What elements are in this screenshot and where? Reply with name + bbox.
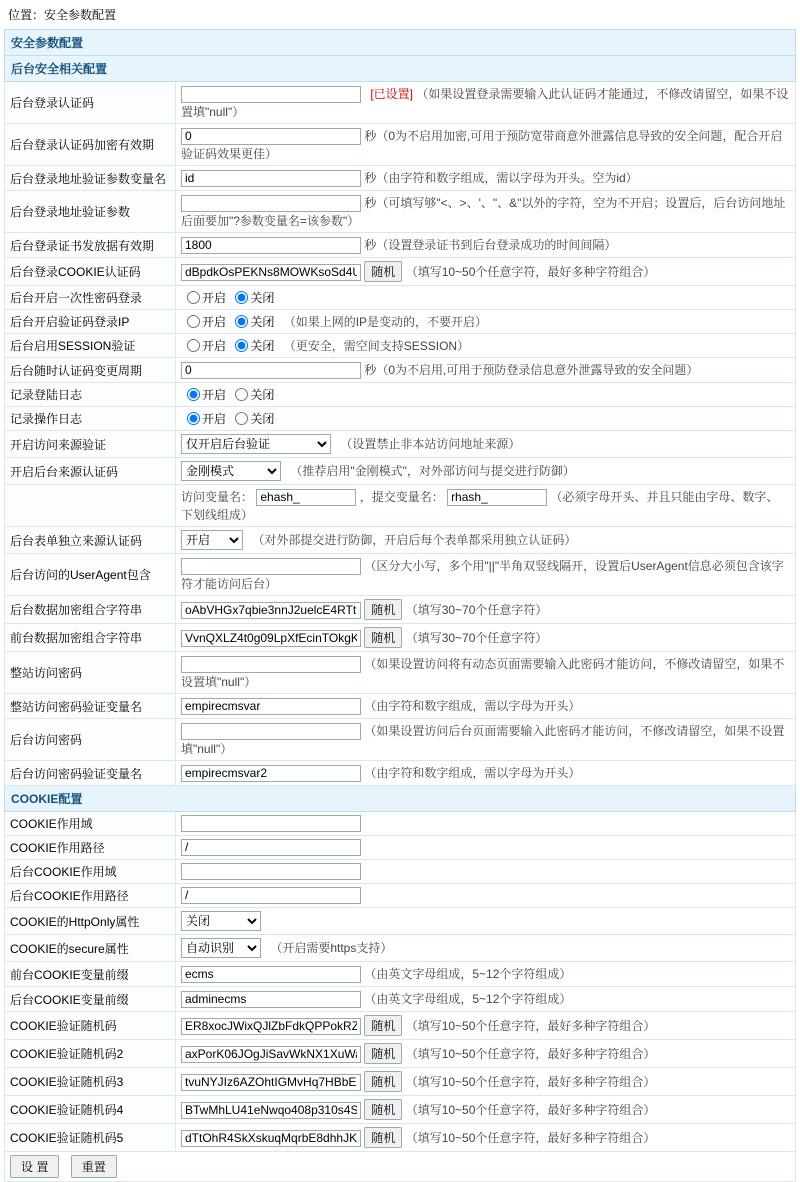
front-cookie-prefix-input[interactable]: [181, 966, 361, 983]
row-backend-referer-code: [5, 458, 796, 485]
one-time-pwd-off-label: 关闭: [250, 291, 275, 305]
section-header-security: [5, 30, 796, 56]
site-pwd-note: （如果设置访问将有动态页面需要输入此密码才能访问，不修改请留空，如果不设置填"null"）: [181, 657, 785, 689]
label-backend-cookie-path: 后台COOKIE作用路径: [5, 884, 176, 908]
row-cookie-secure: [5, 935, 796, 962]
label-backend-pwd-var: 后台访问密码验证变量名: [5, 761, 176, 786]
backend-pwd-var-input[interactable]: [181, 765, 361, 782]
cookie-secure-note: （开启需要https支持）: [270, 941, 393, 955]
label-backend-cookie-domain: 后台COOKIE作用域: [5, 860, 176, 884]
one-time-pwd-on-label: 开启: [202, 291, 227, 305]
login-addr-varvalue-note: 秒（可填写够"<、>、'、"、&"以外的字符，空为不开启；设置后，后台访问地址后面要加"?参数变量名=该参数"）: [181, 196, 786, 228]
section-header-security-sub: [5, 56, 796, 82]
log-login-off-radio[interactable]: [235, 388, 248, 401]
login-addr-varname-note: 秒（由字符和数字组成，需以字母为开头。空为id）: [364, 171, 638, 185]
row-one-time-pwd: [5, 286, 796, 310]
verify-login-ip-off-radio[interactable]: [235, 315, 248, 328]
verify-login-ip-note: （如果上网的IP是变动的，不要开启）: [283, 315, 488, 329]
section-title-cookie: COOKIE配置: [5, 786, 796, 812]
cookie-rand4-random-button[interactable]: 随机: [364, 1099, 402, 1120]
security-config-table: [4, 29, 796, 1182]
section-title-security: 安全参数配置: [5, 30, 796, 56]
enable-session-on-label: 开启: [202, 339, 227, 353]
row-cookie-domain: [5, 812, 796, 836]
login-auth-code-note: （如果设置登录需要输入此认证码才能通过，不修改请留空，如果不设置填"null"）: [181, 87, 789, 119]
label-cookie-rand5: COOKIE验证随机码5: [5, 1124, 176, 1152]
label-backend-pwd: 后台访问密码: [5, 719, 176, 761]
label-random-auth-period: 后台随时认证码变更周期: [5, 358, 176, 383]
label-site-pwd-var: 整站访问密码验证变量名: [5, 694, 176, 719]
label-log-login: 记录登陆日志: [5, 383, 176, 407]
log-login-on-radio[interactable]: [187, 388, 200, 401]
login-auth-code-input[interactable]: [181, 86, 361, 103]
verify-login-ip-on-label: 开启: [202, 315, 227, 329]
cookie-rand3-note: （填写10~50个任意字符，最好多种字符组合）: [405, 1075, 656, 1089]
login-auth-expire-input[interactable]: [181, 128, 361, 145]
submit-var-label: ，提交变量名：: [359, 490, 444, 504]
cookie-rand3-random-button[interactable]: 随机: [364, 1071, 402, 1092]
row-verify-login-ip: [5, 310, 796, 334]
cookie-rand1-input[interactable]: [181, 1018, 361, 1035]
row-form-actions: [5, 1152, 796, 1182]
label-referer-check: 开启访问来源验证: [5, 431, 176, 458]
row-backend-pwd: [5, 719, 796, 761]
label-log-operation: 记录操作日志: [5, 407, 176, 431]
row-log-operation: [5, 407, 796, 431]
cookie-httponly-select[interactable]: [181, 911, 261, 931]
label-verify-login-ip: 后台开启验证码登录IP: [5, 310, 176, 334]
label-front-cookie-prefix: 前台COOKIE变量前缀: [5, 962, 176, 987]
label-cookie-domain: COOKIE作用域: [5, 812, 176, 836]
label-cookie-rand4: COOKIE验证随机码4: [5, 1096, 176, 1124]
login-addr-varvalue-input[interactable]: [181, 195, 361, 212]
row-enable-session: [5, 334, 796, 358]
site-pwd-input[interactable]: [181, 656, 361, 673]
label-backend-data-salt: 后台数据加密组合字符串: [5, 596, 176, 624]
log-operation-off-label: 关闭: [250, 412, 275, 426]
row-login-auth-code: [5, 82, 796, 124]
enable-session-on-radio[interactable]: [187, 339, 200, 352]
verify-login-ip-off-label: 关闭: [250, 315, 275, 329]
label-login-auth-code: 后台登录认证码: [5, 82, 176, 124]
enable-session-off-radio[interactable]: [235, 339, 248, 352]
frontend-data-salt-input[interactable]: [181, 630, 361, 647]
access-var-label: 访问变量名：: [181, 490, 254, 504]
backend-form-auth-select[interactable]: [181, 530, 243, 550]
cookie-rand5-note: （填写10~50个任意字符，最好多种字符组合）: [405, 1131, 656, 1145]
backend-pwd-var-note: （由字符和数字组成，需以字母为开头）: [364, 766, 581, 780]
row-cookie-rand2: [5, 1040, 796, 1068]
log-operation-on-label: 开启: [202, 412, 227, 426]
cookie-rand5-random-button[interactable]: 随机: [364, 1127, 402, 1148]
login-auth-expire-note: 秒（0为不启用加密,可用于预防宽带商意外泄露信息导致的安全问题，配合开启验证码效果更佳）: [181, 129, 783, 161]
cookie-domain-input[interactable]: [181, 815, 361, 832]
label-enable-session: 后台启用SESSION验证: [5, 334, 176, 358]
frontend-data-salt-note: （填写30~70个任意字符）: [405, 631, 548, 645]
log-operation-off-radio[interactable]: [235, 412, 248, 425]
section-title-security-sub: 后台安全相关配置: [5, 56, 796, 82]
label-cookie-secure: COOKIE的secure属性: [5, 935, 176, 962]
front-cookie-prefix-note: （由英文字母组成，5~12个字符组成）: [364, 967, 572, 981]
cookie-rand5-input[interactable]: [181, 1130, 361, 1147]
label-frontend-data-salt: 前台数据加密组合字符串: [5, 624, 176, 652]
login-cert-expire-note: 秒（设置登录证书到后台登录成功的时间间隔）: [364, 238, 617, 252]
backend-data-salt-random-button[interactable]: 随机: [364, 599, 402, 620]
label-back-cookie-prefix: 后台COOKIE变量前缀: [5, 987, 176, 1012]
cookie-rand2-input[interactable]: [181, 1046, 361, 1063]
reset-button[interactable]: 重置: [71, 1155, 117, 1178]
referer-check-note: （设置禁止非本站访问地址来源）: [340, 437, 521, 451]
breadcrumb: 位置：安全参数配置: [8, 8, 117, 22]
label-cookie-rand3: COOKIE验证随机码3: [5, 1068, 176, 1096]
label-login-addr-varname: 后台登录地址验证参数变量名: [5, 166, 176, 191]
row-cookie-httponly: [5, 908, 796, 935]
row-login-addr-varvalue: [5, 191, 796, 233]
cookie-rand2-note: （填写10~50个任意字符，最好多种字符组合）: [405, 1047, 656, 1061]
row-backend-cookie-domain: [5, 860, 796, 884]
row-cookie-rand1: [5, 1012, 796, 1040]
row-backend-cookie-path: [5, 884, 796, 908]
cookie-rand3-input[interactable]: [181, 1074, 361, 1091]
backend-cookie-domain-input[interactable]: [181, 863, 361, 880]
row-random-auth-period: [5, 358, 796, 383]
login-cookie-auth-note: （填写10~50个任意字符，最好多种字符组合）: [405, 265, 656, 279]
row-site-pwd: [5, 652, 796, 694]
random-auth-period-note: 秒（0为不启用,可用于预防登录信息意外泄露导致的安全问题）: [364, 363, 699, 377]
label-login-cert-expire: 后台登录证书发放据有效期: [5, 233, 176, 258]
backend-pwd-input[interactable]: [181, 723, 361, 740]
label-login-addr-varvalue: 后台登录地址验证参数: [5, 191, 176, 233]
row-cookie-rand3: [5, 1068, 796, 1096]
access-var-input[interactable]: [256, 489, 356, 506]
row-log-login: [5, 383, 796, 407]
access-submit-vars-note: （必须字母开头、并且只能由字母、数字、下划线组成）: [181, 490, 779, 522]
cookie-secure-select[interactable]: [181, 938, 261, 958]
row-access-submit-vars: [5, 485, 796, 527]
cookie-rand1-random-button[interactable]: 随机: [364, 1015, 402, 1036]
label-cookie-rand1: COOKIE验证随机码: [5, 1012, 176, 1040]
section-header-cookie: [5, 786, 796, 812]
row-login-cert-expire: [5, 233, 796, 258]
site-pwd-var-note: （由字符和数字组成，需以字母为开头）: [364, 699, 581, 713]
log-login-off-label: 关闭: [250, 388, 275, 402]
cookie-path-input[interactable]: [181, 839, 361, 856]
row-cookie-path: [5, 836, 796, 860]
backend-pwd-note: （如果设置访问后台页面需要输入此密码才能访问，不修改请留空，如果不设置填"null"）: [181, 724, 785, 756]
row-backend-data-salt: [5, 596, 796, 624]
row-backend-form-auth: [5, 527, 796, 554]
label-site-pwd: 整站访问密码: [5, 652, 176, 694]
login-auth-code-set-badge: [已设置]: [370, 87, 414, 101]
login-cookie-auth-input[interactable]: [181, 264, 361, 281]
log-operation-on-radio[interactable]: [187, 412, 200, 425]
row-login-cookie-auth: [5, 258, 796, 286]
row-backend-pwd-var: [5, 761, 796, 786]
row-useragent-contains: [5, 554, 796, 596]
cookie-rand1-note: （填写10~50个任意字符，最好多种字符组合）: [405, 1019, 656, 1033]
log-login-on-label: 开启: [202, 388, 227, 402]
row-login-auth-expire: [5, 124, 796, 166]
back-cookie-prefix-note: （由英文字母组成，5~12个字符组成）: [364, 992, 572, 1006]
enable-session-note: （更安全，需空间支持SESSION）: [283, 339, 470, 353]
referer-check-select[interactable]: [181, 434, 331, 454]
cookie-rand2-random-button[interactable]: 随机: [364, 1043, 402, 1064]
label-login-auth-expire: 后台登录认证码加密有效期: [5, 124, 176, 166]
submit-button[interactable]: 设 置: [10, 1155, 59, 1178]
row-frontend-data-salt: [5, 624, 796, 652]
row-cookie-rand5: [5, 1124, 796, 1152]
backend-cookie-path-input[interactable]: [181, 887, 361, 904]
label-useragent-contains: 后台访问的UserAgent包含: [5, 554, 176, 596]
frontend-data-salt-random-button[interactable]: 随机: [364, 627, 402, 648]
useragent-contains-input[interactable]: [181, 558, 361, 575]
label-cookie-httponly: COOKIE的HttpOnly属性: [5, 908, 176, 935]
label-backend-referer-code: 开启后台来源认证码: [5, 458, 176, 485]
enable-session-off-label: 关闭: [250, 339, 275, 353]
login-cookie-auth-random-button[interactable]: 随机: [364, 261, 402, 282]
cookie-rand4-note: （填写10~50个任意字符，最好多种字符组合）: [405, 1103, 656, 1117]
submit-var-input[interactable]: [447, 489, 547, 506]
random-auth-period-input[interactable]: [181, 362, 361, 379]
row-login-addr-varname: [5, 166, 796, 191]
row-site-pwd-var: [5, 694, 796, 719]
label-backend-form-auth: 后台表单独立来源认证码: [5, 527, 176, 554]
label-login-cookie-auth: 后台登录COOKIE认证码: [5, 258, 176, 286]
label-cookie-path: COOKIE作用路径: [5, 836, 176, 860]
label-access-submit-vars: [5, 485, 176, 527]
backend-data-salt-input[interactable]: [181, 602, 361, 619]
backend-referer-code-select[interactable]: [181, 461, 281, 481]
form-actions: [5, 1152, 796, 1182]
site-pwd-var-input[interactable]: [181, 698, 361, 715]
label-one-time-pwd: 后台开启一次性密码登录: [5, 286, 176, 310]
login-addr-varname-input[interactable]: [181, 170, 361, 187]
login-cert-expire-input[interactable]: [181, 237, 361, 254]
backend-referer-code-note: （推荐启用"金刚模式"，对外部访问与提交进行防御）: [290, 464, 575, 478]
one-time-pwd-on-radio[interactable]: [187, 291, 200, 304]
verify-login-ip-on-radio[interactable]: [187, 315, 200, 328]
one-time-pwd-off-radio[interactable]: [235, 291, 248, 304]
label-cookie-rand2: COOKIE验证随机码2: [5, 1040, 176, 1068]
row-referer-check: [5, 431, 796, 458]
cookie-rand4-input[interactable]: [181, 1102, 361, 1119]
useragent-contains-note: （区分大小写，多个用"||"半角双竖线隔开，设置后UserAgent信息必须包含该字符才能访问后台）: [181, 559, 784, 591]
row-front-cookie-prefix: [5, 962, 796, 987]
backend-form-auth-note: （对外部提交进行防御，开启后每个表单都采用独立认证码）: [252, 533, 577, 547]
row-back-cookie-prefix: [5, 987, 796, 1012]
backend-data-salt-note: （填写30~70个任意字符）: [405, 603, 548, 617]
row-cookie-rand4: [5, 1096, 796, 1124]
back-cookie-prefix-input[interactable]: [181, 991, 361, 1008]
